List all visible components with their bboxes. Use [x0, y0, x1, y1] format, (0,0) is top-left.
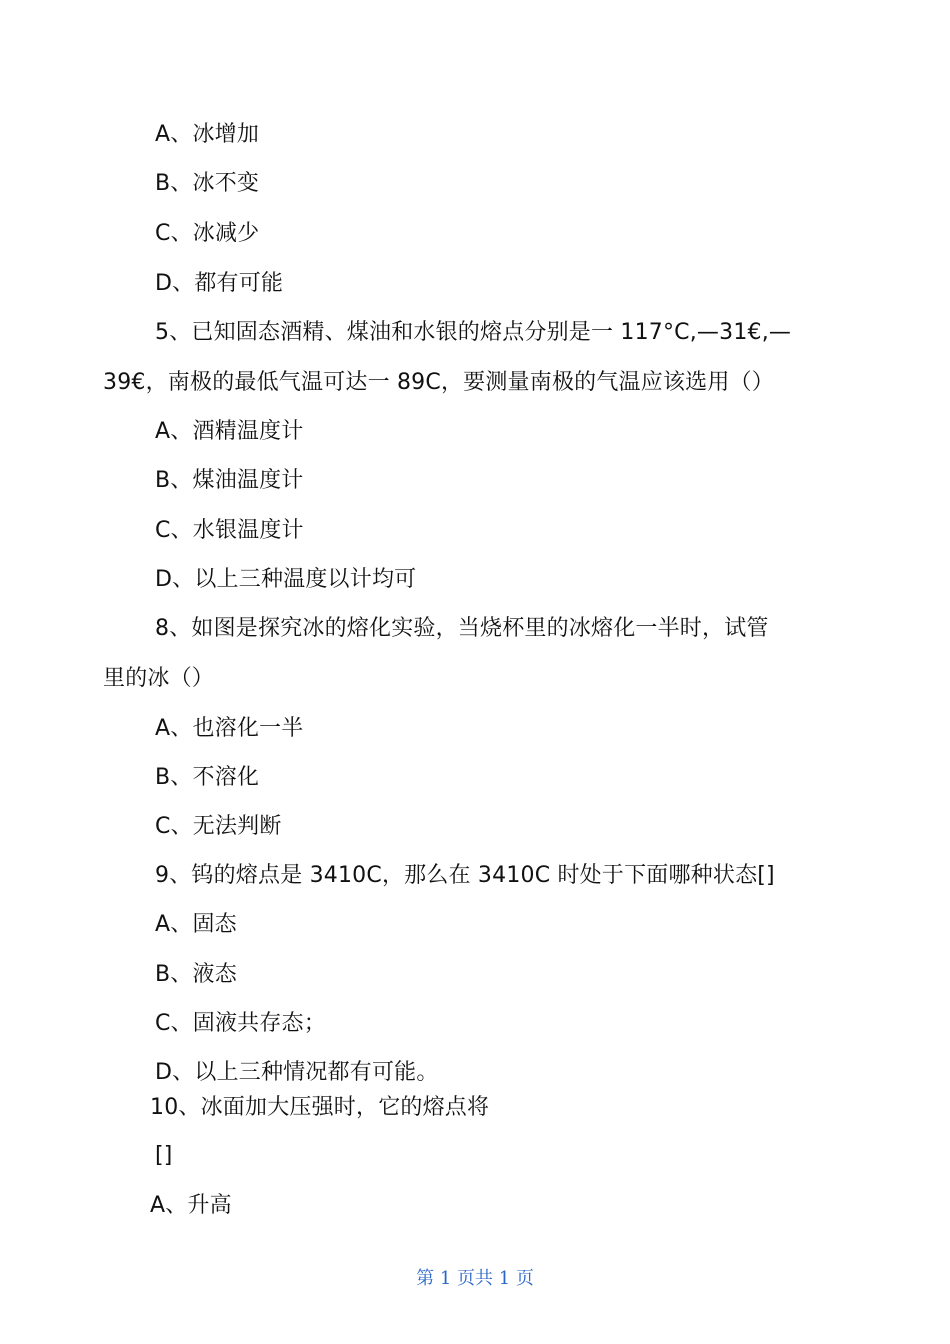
- q5-option-c: C、水银温度计: [155, 518, 304, 543]
- question-5-line-2: 39€，南极的最低气温可达一 89C，要测量南极的气温应该选用（）: [103, 370, 774, 395]
- q8-option-b: B、不溶化: [155, 765, 260, 790]
- q5-option-d: D、以上三种温度以计均可: [155, 567, 417, 592]
- question-10: 10、冰面加大压强时，它的熔点将: [150, 1095, 490, 1120]
- question-8-line-1: 8、如图是探究冰的熔化实验，当烧杯里的冰熔化一半时，试管: [155, 616, 769, 641]
- q9-option-b: B、液态: [155, 962, 237, 987]
- q9-option-c: C、固液共存态；: [155, 1011, 326, 1036]
- page-footer: 第 1 页共 1 页: [416, 1268, 534, 1289]
- q5-option-a: A、酒精温度计: [155, 419, 304, 444]
- q9-option-a: A、固态: [155, 912, 237, 937]
- q10-option-a: A、升高: [150, 1193, 232, 1218]
- q8-option-c: C、无法判断: [155, 814, 282, 839]
- q5-option-b: B、煤油温度计: [155, 468, 304, 493]
- question-5-line-1: 5、已知固态酒精、煤油和水银的熔点分别是一 117°C,—31€,—: [155, 320, 792, 345]
- q10-answer-blank: []: [155, 1143, 173, 1168]
- question-8-line-2: 里的冰（）: [103, 666, 215, 691]
- option-d-all-possible: D、都有可能: [155, 271, 284, 296]
- option-c-ice-decrease: C、冰减少: [155, 221, 260, 246]
- option-a-ice-increase: A、冰增加: [155, 122, 260, 147]
- option-b-ice-unchanged: B、冰不变: [155, 171, 260, 196]
- q8-option-a: A、也溶化一半: [155, 716, 304, 741]
- q9-option-d: D、以上三种情况都有可能。: [155, 1060, 439, 1085]
- question-9: 9、钨的熔点是 3410C，那么在 3410C 时处于下面哪种状态[]: [155, 863, 775, 888]
